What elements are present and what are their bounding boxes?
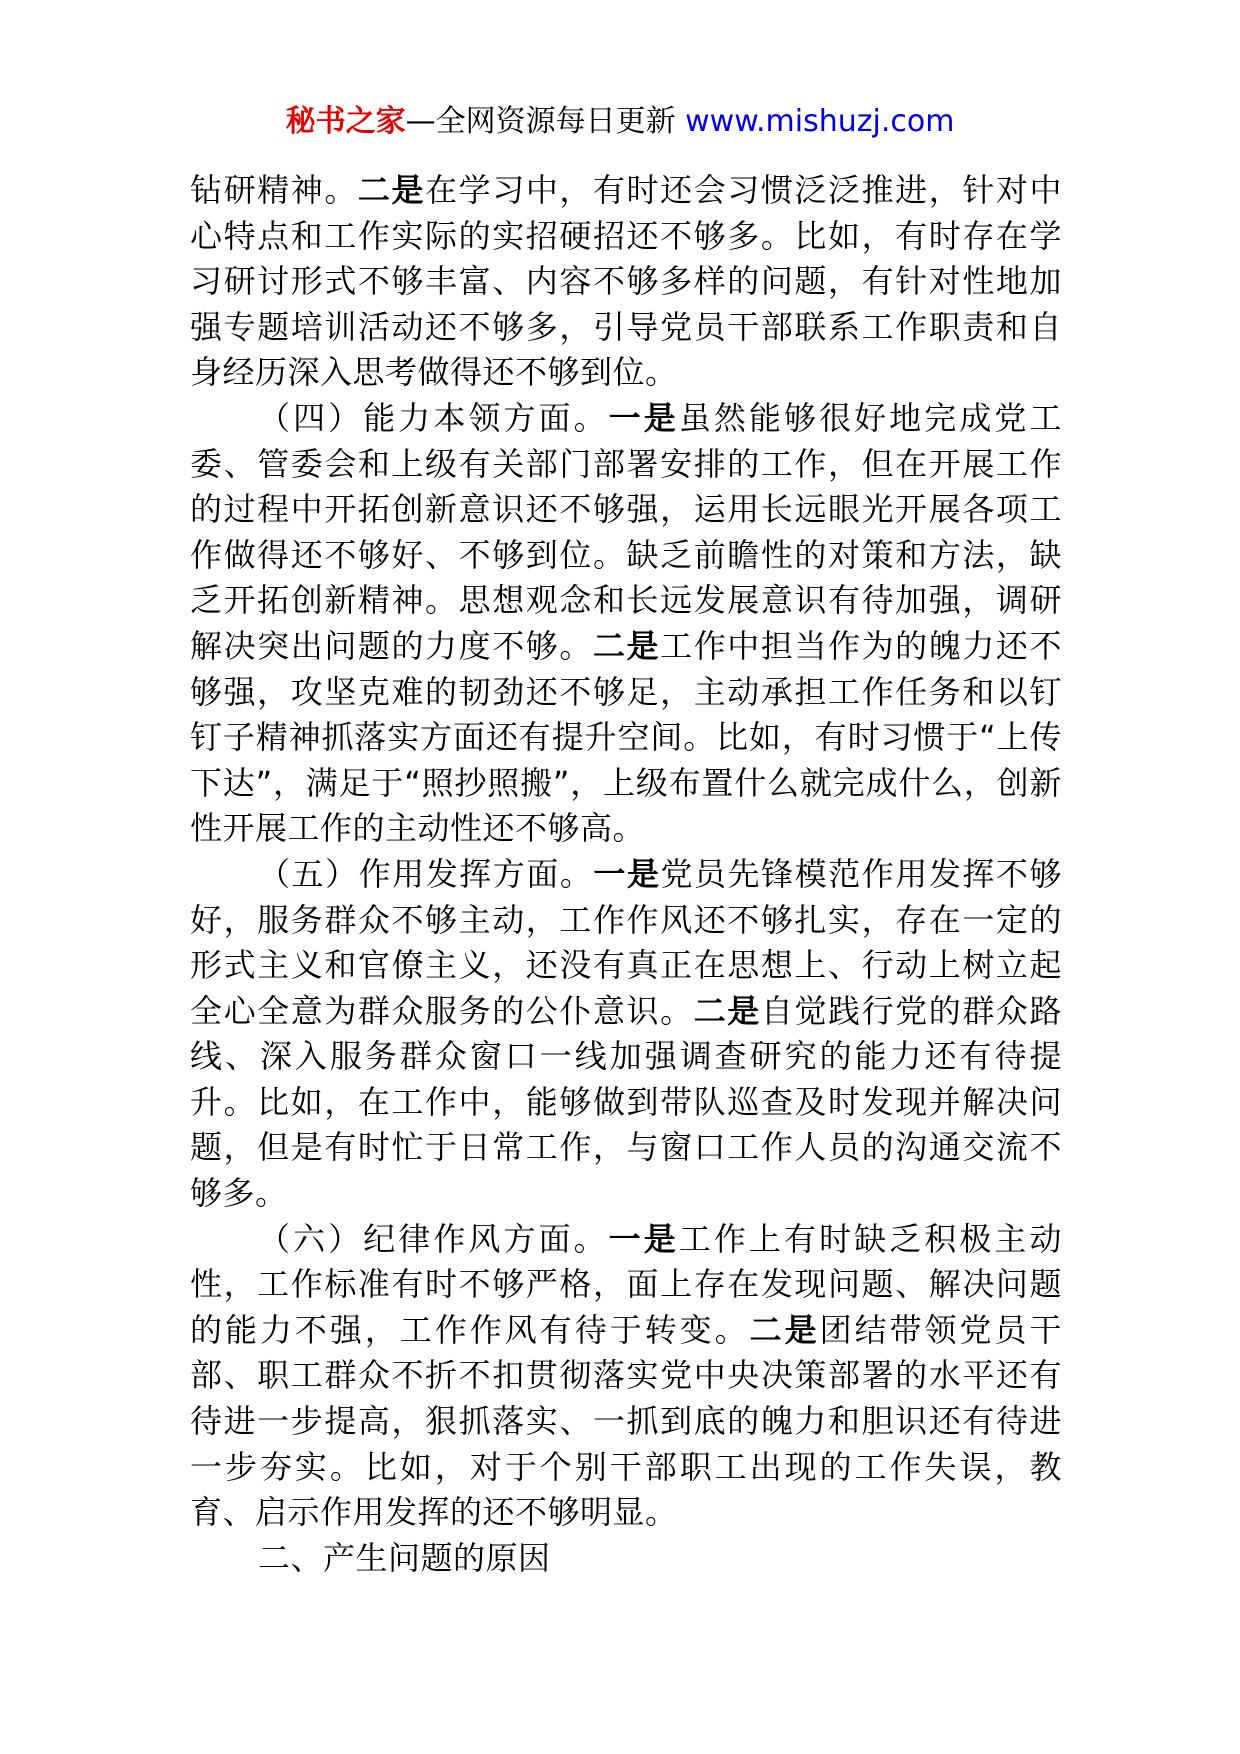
emphasis-marker: 一是 [608, 398, 679, 437]
emphasis-marker: 一是 [593, 854, 661, 893]
emphasis-marker: 一是 [608, 1219, 679, 1258]
paragraph-text: 团结带领党员干部、职工群众不折不扣贯彻落实党中央决策部署的水平还有待进一步提高，狠抓落实、一抓到底的魄力和胆识还有待进一步夯实。比如，对于个别干部职工出现的工作失误，教育、启示作用发挥的还不够明显。 [190, 1310, 1062, 1532]
paragraph-text: （六）纪律作风方面。 [258, 1219, 609, 1258]
page-header [0, 102, 1240, 142]
header-slogan: —全网资源每日更新 [405, 104, 676, 139]
paragraph-text: 虽然能够很好地完成党工委、管委会和上级有关部门部署安排的工作，但在开展工作的过程中开拓创新意识还不够强，运用长远眼光开展各项工作做得还不够好、不够到位。缺乏前瞻性的对策和方法，缺乏开拓创新精神。思想观念和长远发展意识有待加强，调研解决突出问题的力度不够。 [190, 398, 1062, 665]
paragraph-text: （五）作用发挥方面。 [258, 854, 594, 893]
paragraph-role [190, 852, 1062, 1217]
paragraph-text: 党员先锋模范作用发挥不够好，服务群众不够主动，工作作风还不够扎实，存在一定的形式主义和官僚主义，还没有真正在思想上、行动上树立起全心全意为群众服务的公仆意识。 [190, 854, 1062, 1030]
section-heading-causes [190, 1536, 1062, 1582]
paragraph-text: 二、产生问题的原因 [258, 1538, 551, 1577]
paragraph-study [190, 168, 1062, 396]
paragraph-text: 钻研精神。 [190, 171, 358, 209]
emphasis-marker: 二是 [357, 171, 426, 209]
brand-name: 秘书之家 [285, 104, 406, 139]
emphasis-marker: 二是 [592, 626, 661, 665]
paragraph-text: 在学习中，有时还会习惯泛泛推进，针对中心特点和工作实际的实招硬招还不够多。比如，有时存在学习研讨形式不够丰富、内容不够多样的问题，有针对性地加强专题培训活动还不够多，引导党员干部联系工作职责和自身经历深入思考做得还不够到位。 [190, 171, 1062, 392]
document-body [190, 168, 1062, 1581]
emphasis-marker: 二是 [693, 991, 761, 1030]
site-url-link[interactable]: www.mishuzj.com [685, 104, 955, 139]
paragraph-text: 工作中担当作为的魄力还不够强，攻坚克难的韧劲还不够足，主动承担工作任务和以钉钉子精神抓落实方面还有提升空间。比如，有时习惯于“上传下达”，满足于“照抄照搬”，上级布置什么就完成什么，创新性开展工作的主动性还不够高。 [190, 626, 1062, 848]
paragraph-text: 工作上有时缺乏积极主动性，工作标准有时不够严格，面上存在发现问题、解决问题的能力不强，工作作风有待于转变。 [190, 1219, 1062, 1349]
emphasis-marker: 二是 [749, 1310, 820, 1349]
paragraph-ability [190, 396, 1062, 852]
paragraph-discipline [190, 1217, 1062, 1536]
paragraph-text: （四）能力本领方面。 [258, 398, 609, 437]
paragraph-text: 自觉践行党的群众路线、深入服务群众窗口一线加强调查研究的能力还有待提升。比如，在工作中，能够做到带队巡查及时发现并解决问题，但是有时忙于日常工作，与窗口工作人员的沟通交流不够多。 [190, 991, 1062, 1213]
